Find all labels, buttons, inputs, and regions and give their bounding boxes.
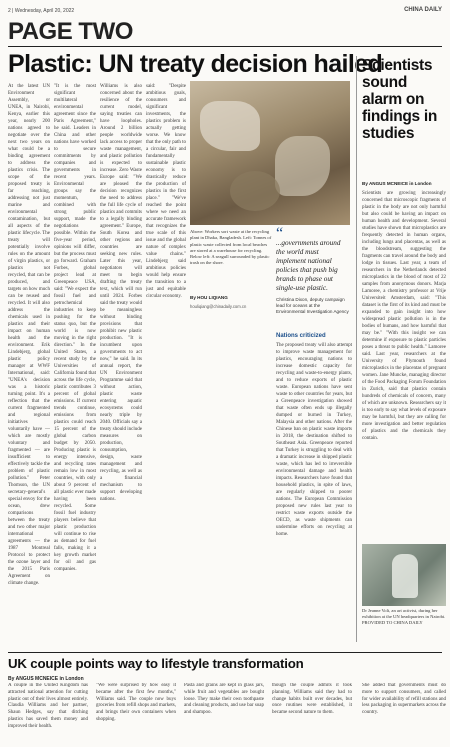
side-byline: By ANGUS MCNEICE in London <box>362 181 432 186</box>
bottom-column: Pasta and grains are kept in glass jars, while fruit and vegetables are bought loose. They make their own toothpaste and cleaning products, and use bar soap and shampoo. <box>184 683 264 716</box>
side-article: By ANGUS MCNEICE in London Scientists are growing increasingly concerned that microscopic fragments of plastic in the body are not only harmful but also could be having an impact on human health and development. Several studies have shown that microplastics are frequently detected in human organs, including lungs and placentas, as well as the bloodstream, suggesting the fragments can travel around the body and lodge in tissues. Last year, a team of researchers in the Netherlands detected microplastics in the blood of most of 22 samples from anonymous donors. Marja Lamoree, a chemistry professor at Vrije Universiteit Amsterdam, said: "This dataset is the first of its kind and must be expanded to gain insight into how widespread plastic pollution is in the bodies of humans, and how harmful that may be." "With this insight we can determine if exposure to plastic particles poses a threat to public health." Lamoree said. Last year, researchers at the University of Plymouth found microplastics in the placentas of pregnant women. Jane Muncke, managing director of the Food Packaging Forum Foundation in Zurich, said that plastics contain hundreds of chemicals of concern, many of which are unknown. Researchers say it is too early to say what levels of exposure may be harmful, but they are calling for more investigation and better regulation of plastics and the chemicals they contain. <box>362 181 446 441</box>
bottom-column: She added that governments must do more to support consumers, and called for wider availability of refill stations and less packaging in supermarkets across the country. <box>362 683 446 716</box>
pull-quote <box>276 225 350 315</box>
pull-quote-text: ...governments around the world must implement national policies that push big brands to phase out single-use plastic. <box>276 239 341 292</box>
bottom-headline: UK couple points way to lifestyle transformation <box>8 656 304 671</box>
divider <box>8 46 442 47</box>
article-column <box>190 294 272 643</box>
section-title: PAGE TWO <box>8 18 133 45</box>
masthead <box>8 6 442 16</box>
paper-name: CHINA DAILY <box>404 7 442 13</box>
bottom-byline: By ANGUS MCNEICE in London <box>8 676 84 682</box>
bottom-column: "We were surprised by how easy it became after the first few months," Williams said. The couple now buys groceries from refill shops and markets, and brings their own containers when shopping. <box>96 683 176 722</box>
article-column: Williams is also concerned about the resilience of the current model, saying treaties can have loopholes. Around 2 billion people worldwide lack access to proper waste management, and plastic pollution is expected to increase. Zero Waste Europe said: "We are pleased the decision recognizes the need to address the full life cycle of plastics and commits to a legally binding agreement." Europe, South Korea and other regions and countries are seeking new rules. Later this year, negotiators will meet to begin drafting the treaty text, which will run until 2024. Forbes said the treaty would be meaningless without binding provisions that prohibit new plastic production. "It is incumbent upon governments to act now," he said. In its annual report, the UN Environment Programme said that without action, plastic waste entering aquatic ecosystems could nearly triple by 2040. Officials say a treaty should include measures on production, consumption, design, waste management and recycling, as well as a financial mechanism to support developing nations. <box>100 84 142 502</box>
main-photo <box>190 81 350 225</box>
bottom-column: A couple in the United Kingdom has attracted national attention for cutting plastic out of their lives almost entirely. Claudia Williams and her partner, Shaun Hedges, say that ditching plastics has saved them money and improved their health. <box>8 683 88 729</box>
column-divider <box>356 56 357 642</box>
side-photo <box>362 544 446 606</box>
byline-email: houliqiang@chinadaily.com.cn <box>190 304 247 309</box>
byline: By HOU LIQIANG <box>190 295 228 300</box>
pull-quote-source: Christina Dixon, deputy campaign lead for oceans at the Environmental Investigation Agency <box>276 297 349 314</box>
quote-mark-icon: “ <box>276 225 284 242</box>
photo-caption: Above: Workers sort waste at the recycling plant in Dhaka, Bangladesh. Left: Tonnes of plastic waste collected from local beaches are stored at a warehouse for recycling. Below left: A seagull surrounded by plastic trash on the shore. <box>190 229 272 266</box>
side-photo-caption: Dr Jeanne Volt, an art activist, during her exhibition at the UN headquarters in Nairobi. PROVIDED TO CHINA DAILY <box>362 608 446 626</box>
article-column: At the latest UN Environment Assembly, or UNEA, in Nairobi, Kenya, earlier this year, nearly 200 nations agreed to negotiate over the next two years on what could be a binding agreement to address the plastics crisis. The scope of the proposed treaty is far reaching, addressing not just marine and environmental contamination, but all aspects of the plastic lifecycle. The treaty will potentially involve rules on the amount of virgin plastics, or plastics not recycled, that can be produced, and targets on how much can be reused and recycled. It will also address the chemicals used in plastics and their impact on human health and the environment. Erik Lindebjerg, global plastic policy manager at WWF International, said: "UNEA's decision was a historic turning point. It's a reflection that the current fragmented and regional initiatives voluntarily have — which are mostly voluntary and fragmented — are insufficient to effectively tackle the problem of plastic pollution." Peter Thomson, the UN secretary-general's special envoy for the ocean, drew comparisons between the treaty and two other major international agreements — the 1987 Montreal Protocol to protect the ozone layer and the 2015 Paris Agreement on climate change. <box>8 84 50 586</box>
page-info: 2 | Wednesday, April 20, 2022 <box>8 8 75 14</box>
article-column: Nations criticized The proposed treaty will also attempt to improve waste management for plastics, encouraging nations to increase domestic capacity for recycling and waste-to-energy plants, and to reduce exports of plastic waste. European nations have sent waste to other countries for years, but a Greenpeace investigation showed that waste often ends up illegally dumped or burned in Turkey, Malaysia and other nations. After the Chinese ban on plastic waste imports in 2018, the destination shifted to Southeast Asia. Greenpeace reported that Turkey is struggling to deal with a dramatic increase in shipped plastic waste, which has led to irreversible environmental damage and health impacts. Researchers have found that household plastics, in spite of laws, are regularly shipped to poorer nations. The European Commission proposed new rules last year to restrict waste exports outside the OECD, as waste shipments can undermine efforts on recycling at home. <box>276 333 352 537</box>
article-column: said: "Despite ambitious goals, consumers and significant investments, the plastics problem is actually getting worse. We know that the only path to a circular, fair and fundamentally sustainable plastic economy is to drastically reduce the production of plastics in the first place." "We've reached the point where we need an accurate framework that recognizes the true scale of this issue and the global nature of complex value chains." Lindebjerg said ambitious policies would help ensure the transition to a just and equitable circular economy. <box>146 84 186 299</box>
divider <box>8 652 442 653</box>
main-headline: Plastic: UN treaty decision hailed <box>8 50 383 78</box>
side-headline: Scientists sound alarm on findings in studies <box>362 57 438 142</box>
article-column: "It is the most significant multilateral environmental agreement since the Paris Agreement," he said. Leaders in China and other nations have worked to secure commitments by companies and governments in recent years. Environmental groups say the momentum, combined with strong public support, made the negotiations possible. Within the five-year period, opinions will differ, but the process must go forward. Graham Forbes, global project lead at Greenpeace USA, said: "We expect the fossil fuel and petrochemical industries to keep pushing for the status quo, but the world is now moving in the right direction." In the United States, a recent study by the Universities of California found that across the life cycle, plastic contributes 3 percent of global emissions. If current trends continue, emissions from plastics could reach 15 percent of the global carbon budget by 2050. Producing plastic is energy intensive, and recycling rates remain low in most countries, with only about 9 percent of all plastic ever made having been recycled. Some fossil fuel industry players believe that plastic production will continue to rise as demand for fuel falls, making it a key growth market for oil and gas companies. <box>54 84 96 572</box>
bottom-column: though the couple admits it took planning. Williams said they had to change habits built over decades, but once routines were established, it became second nature to them. <box>272 683 352 716</box>
subhead: Nations criticized <box>276 333 326 339</box>
